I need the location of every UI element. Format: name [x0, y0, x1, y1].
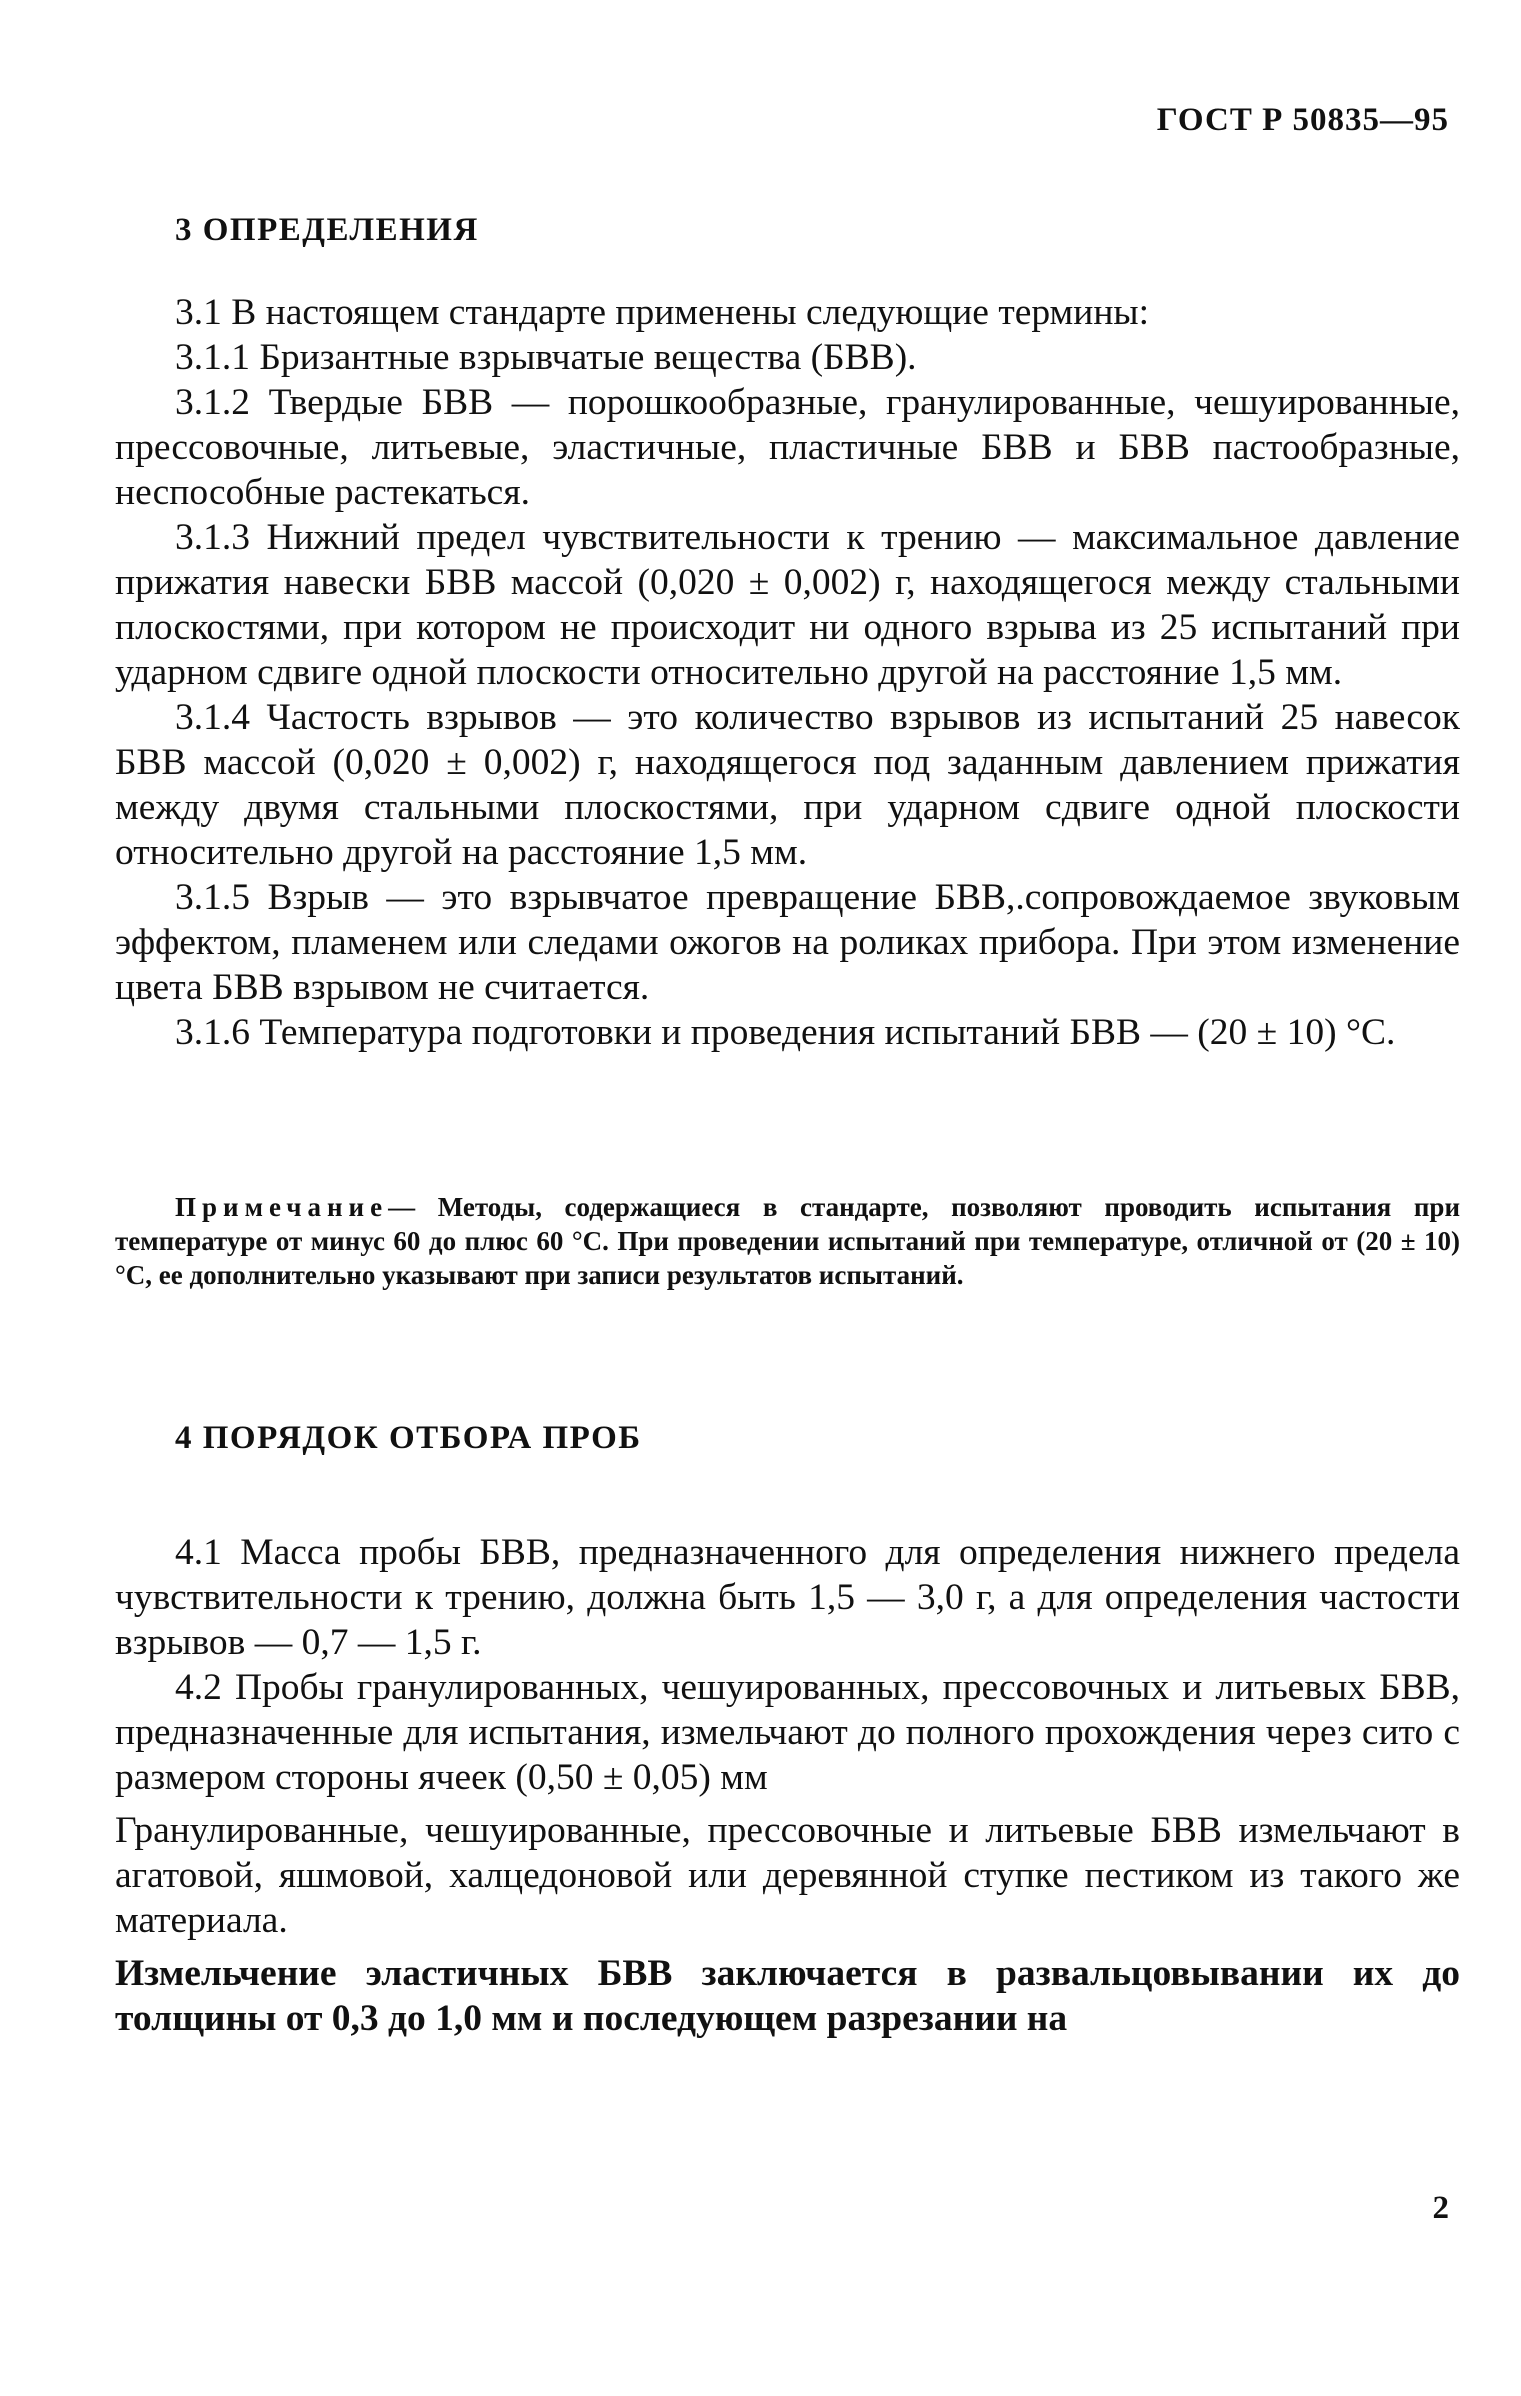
section-4-body — [115, 1530, 1460, 2041]
paragraph-3-1-1: 3.1.1 Бризантные взрывчатые вещества (БВВ). — [175, 337, 917, 378]
note — [115, 1190, 1460, 1292]
section-4-title: 4 ПОРЯДОК ОТБОРА ПРОБ — [175, 1420, 642, 1456]
paragraph-3-1-5: 3.1.5 Взрыв — это взрывчатое превращение БВВ,.сопровождаемое звуковым эффектом, пламенем или следами ожогов на роликах прибора. При этом изменение цвета БВВ взрывом не считается. — [115, 877, 1460, 1008]
standard-designation: ГОСТ Р 50835—95 — [1156, 102, 1449, 138]
note-text: — Методы, содержащиеся в стандарте, позволяют проводить испытания при температуре от минус 60 до плюс 60 °С. При проведении испытаний при температуре, отличной от (20 ± 10) °С, ее дополнительно указывают при записи результатов испытаний. — [115, 1192, 1460, 1290]
paragraph-3-1: 3.1 В настоящем стандарте применены следующие термины: — [175, 292, 1150, 333]
section-3-title: 3 ОПРЕДЕЛЕНИЯ — [175, 212, 479, 248]
page-number: 2 — [1432, 2190, 1449, 2226]
note-label: Примечание — [175, 1192, 389, 1222]
paragraph-3-1-6: 3.1.6 Температура подготовки и проведения испытаний БВВ — (20 ± 10) °С. — [175, 1012, 1396, 1053]
paragraph-4-2-grinding: Гранулированные, чешуированные, прессовочные и литьевые БВВ измельчают в агатовой, яшмовой, халцедоновой или деревянной ступке пестиком из такого же материала. — [115, 1810, 1460, 1941]
section-3-body — [115, 290, 1460, 1055]
paragraph-4-2: 4.2 Пробы гранулированных, чешуированных, прессовочных и литьевых БВВ, предназначенные для испытания, измельчают до полного прохождения через сито с размером стороны ячеек (0,50 ± 0,05) мм — [115, 1667, 1460, 1798]
paragraph-3-1-4: 3.1.4 Частость взрывов — это количество взрывов из испытаний 25 навесок БВВ массой (0,020 ± 0,002) г, находящегося под заданным давлением прижатия между двумя стальными плоскостями, при ударном сдвиге одной плоскости относительно другой на расстояние 1,5 мм. — [115, 697, 1460, 873]
paragraph-4-2-elastic: Измельчение эластичных БВВ заключается в развальцовывании их до толщины от 0,3 до 1,0 мм и последующем разрезании на — [115, 1953, 1460, 2039]
paragraph-3-1-3: 3.1.3 Нижний предел чувствительности к трению — максимальное давление прижатия навески БВВ массой (0,020 ± 0,002) г, находящегося между стальными плоскостями, при котором не происходит ни одного взрыва из 25 испытаний при ударном сдвиге одной плоскости относительно другой на расстояние 1,5 мм. — [115, 517, 1460, 693]
paragraph-4-1: 4.1 Масса пробы БВВ, предназначенного для определения нижнего предела чувствительности к трению, должна быть 1,5 — 3,0 г, а для определения частости взрывов — 0,7 — 1,5 г. — [115, 1532, 1460, 1663]
paragraph-3-1-2: 3.1.2 Твердые БВВ — порошкообразные, гранулированные, чешуированные, прессовочные, литьевые, эластичные, пластичные БВВ и БВВ пастообразные, неспособные растекаться. — [115, 382, 1460, 513]
